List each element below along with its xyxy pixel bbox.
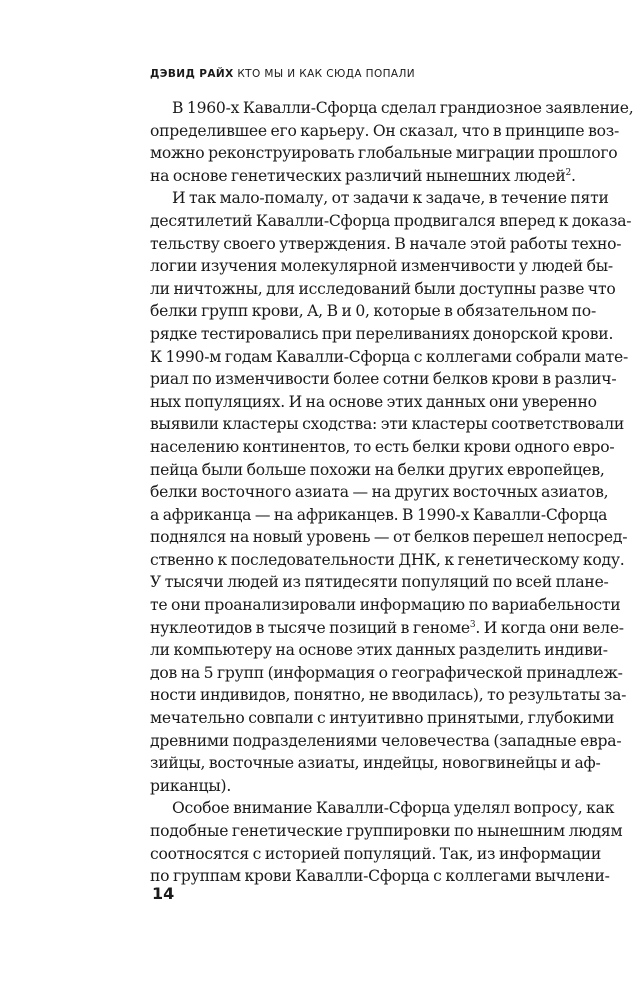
- text-line: ли ничтожны, для исследований были доступны разве что: [150, 279, 616, 298]
- body-text: [150, 97, 634, 888]
- text-line: ли компьютеру на основе этих данных разделить индиви-: [150, 641, 608, 660]
- text-line: риал по изменчивости более сотни белков крови в различ-: [150, 370, 617, 389]
- footnote-marker: 2: [565, 167, 572, 178]
- text-line: ных популяциях. И на основе этих данных они уверенно: [150, 392, 597, 411]
- text-line: риканцы).: [150, 776, 232, 795]
- paragraph-1: [150, 97, 634, 187]
- text-line: белки групп крови, A, B и 0, которые в обязательном по-: [150, 302, 596, 321]
- text-line: рядке тестировались при переливаниях донорской крови.: [150, 324, 614, 343]
- text-line: десятилетий Кавалли-Сфорца продвигался вперед к доказа-: [150, 211, 632, 230]
- text-line: древними подразделениями человечества (западные евра-: [150, 731, 622, 750]
- running-head-author: ДЭВИД РАЙХ: [150, 68, 234, 80]
- text-line: а африканца — на африканцев. В 1990-х Кавалли-Сфорца: [150, 505, 608, 524]
- text-line: на основе генетических различий нынешних людей$^2$.: [150, 166, 576, 185]
- text-line: логии изучения молекулярной изменчивости у людей бы-: [150, 257, 613, 276]
- text-line: населению континентов, то есть белки крови одного евро-: [150, 437, 615, 456]
- page-number: 14: [152, 884, 175, 903]
- running-head-title: КТО МЫ И КАК СЮДА ПОПАЛИ: [237, 68, 416, 80]
- text-line: подобные генетические группировки по нынешним людям: [150, 822, 623, 840]
- text-line: те они проанализировали информацию по вариабельности: [150, 596, 621, 615]
- text-line: пейца были больше похожи на белки других европейцев,: [150, 460, 605, 479]
- text-line: зийцы, восточные азиаты, индейцы, новогвинейцы и аф-: [150, 754, 601, 773]
- text-line: можно реконструировать глобальные миграции прошлого: [150, 144, 618, 163]
- text-line: выявили кластеры сходства: эти кластеры соответствовали: [150, 415, 625, 434]
- text-line: дов на 5 групп (информация о географической принадлеж-: [150, 663, 623, 682]
- text-line: К 1990-м годам Кавалли-Сфорца с коллегами собрали мате-: [150, 347, 628, 366]
- text-line: определившее его карьеру. Он сказал, что в принципе воз-: [150, 121, 620, 140]
- paragraph-2: [150, 187, 632, 797]
- text-line: нуклеотидов в тысяче позиций в геноме$^3$. И когда они веле-: [150, 618, 624, 637]
- text-line: И так мало-помалу, от задачи к задаче, в течение пяти: [172, 189, 609, 208]
- footnote-marker: 3: [469, 619, 476, 630]
- text-line: У тысячи людей из пятидесяти популяций по всей плане-: [150, 573, 609, 592]
- text-line: мечательно совпали с интуитивно принятыми, глубокими: [150, 709, 615, 728]
- text-line: Особое внимание Кавалли-Сфорца уделял вопросу, как: [172, 799, 615, 818]
- text-line: поднялся на новый уровень — от белков перешел непосред-: [150, 528, 628, 547]
- text-line: В 1960-х Кавалли-Сфорца сделал грандиозное заявление,: [172, 99, 634, 117]
- text-line: тельству своего утверждения. В начале этой работы техно-: [150, 234, 622, 253]
- text-line: ности индивидов, понятно, не вводилась), то результаты за-: [150, 686, 627, 705]
- text-line: по группам крови Кавалли-Сфорца с коллегами вычлени-: [150, 867, 610, 886]
- text-line: соотносятся с историей популяций. Так, из информации: [150, 844, 602, 863]
- paragraph-3: [150, 797, 623, 887]
- text-line: ственно к последовательности ДНК, к генетическому коду.: [150, 550, 625, 569]
- text-line: белки восточного азиата — на других восточных азиатов,: [150, 483, 609, 502]
- running-head: [150, 68, 415, 80]
